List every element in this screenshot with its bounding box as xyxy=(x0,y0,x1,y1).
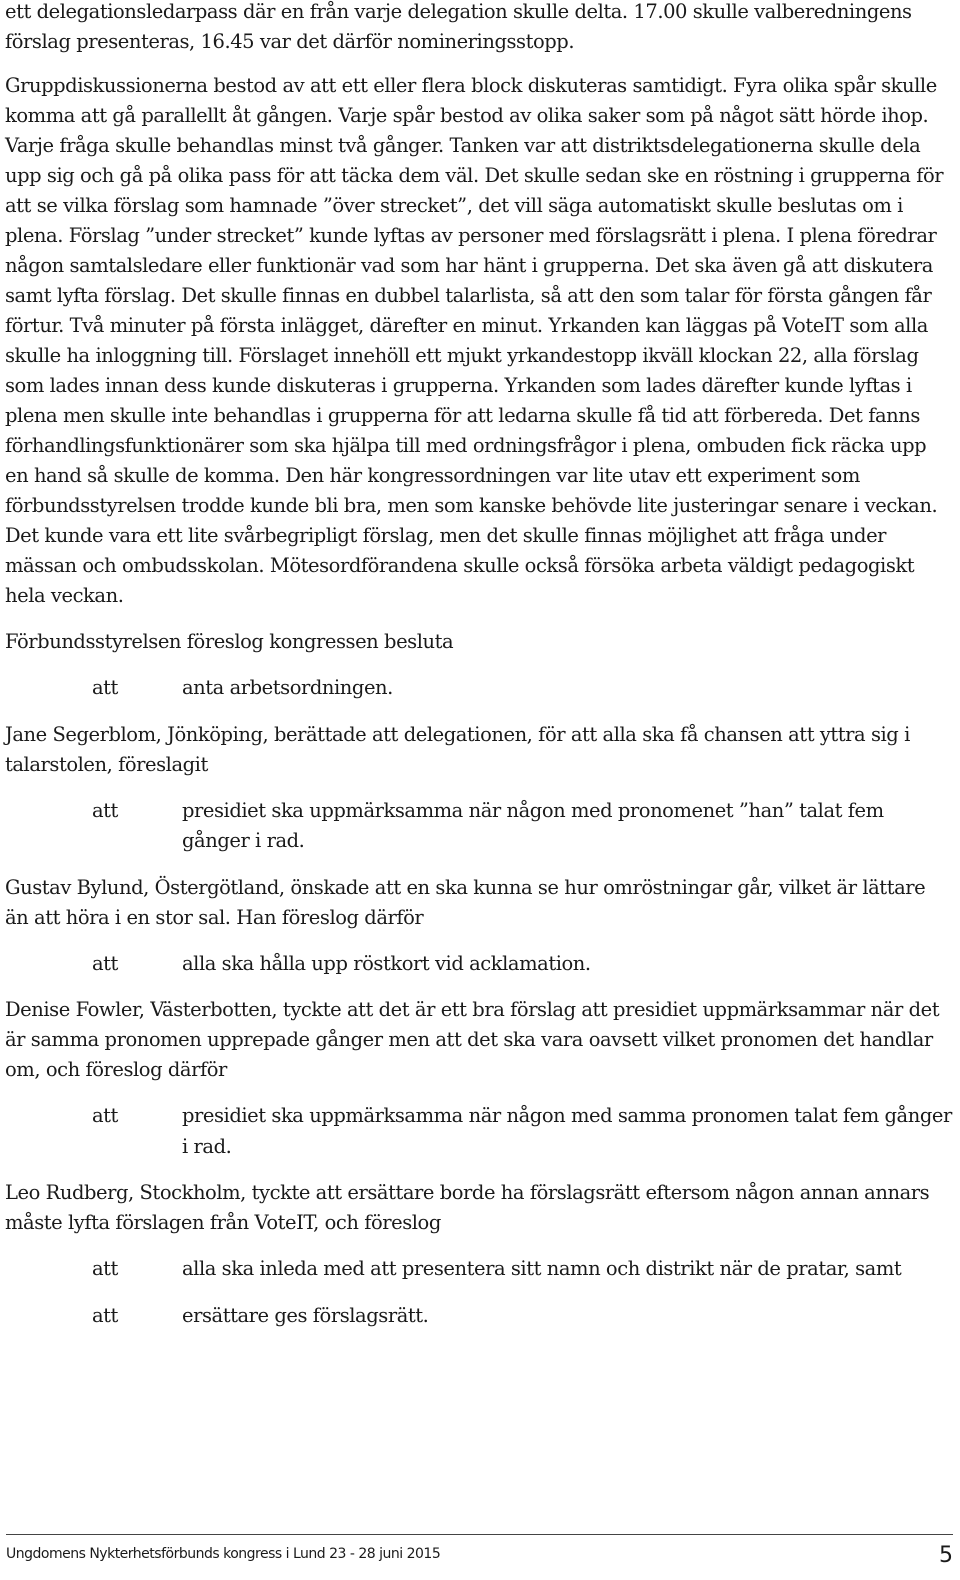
motion-text: presidiet ska uppmärksamma när någon med samma pronomen talat fem gånger i rad. xyxy=(182,1104,952,1158)
paragraph-gustav-bylund: Gustav Bylund, Östergötland, önskade att en ska kunna se hur omröstningar går, vilket är lättare än att höra i en stor sal. Han föreslog därför xyxy=(5,875,926,929)
paragraph-jane-segerblom: Jane Segerblom, Jönköping, berättade att delegationen, för att alla ska få chansen att yttra sig i talarstolen, föreslagit xyxy=(5,722,910,776)
motion-3 xyxy=(5,949,953,980)
att-label: att xyxy=(92,798,118,822)
paragraph-delegation-pass: ett delegationsledarpass där en från varje delegation skulle delta. 17.00 skulle valberedningens förslag presenteras, 16.45 var det därför nomineringsstopp. xyxy=(5,0,912,53)
paragraph-board-proposal: Förbundsstyrelsen föreslog kongressen besluta xyxy=(5,630,454,653)
att-label: att xyxy=(92,1104,118,1127)
motion-6 xyxy=(5,1301,953,1332)
footer-title: Ungdomens Nykterhetsförbunds kongress i Lund 23 - 28 juni 2015 xyxy=(6,1546,441,1562)
paragraph-denise-fowler: Denise Fowler, Västerbotten, tyckte att det är ett bra förslag att presidiet uppmärksammar när det är samma pronomen upprepade gånger men att det ska vara oavsett vilket pronomen det handlar om, och föreslog därför xyxy=(5,998,940,1081)
motion-2 xyxy=(5,796,953,857)
att-label: att xyxy=(92,1257,118,1280)
att-label: att xyxy=(92,1303,118,1327)
att-label: att xyxy=(92,951,118,975)
motion-text: alla ska inleda med att presentera sitt namn och distrikt när de pratar, samt xyxy=(182,1257,902,1280)
page-footer xyxy=(6,1534,953,1568)
att-label: att xyxy=(92,676,118,699)
motion-text: presidiet ska uppmärksamma när någon med pronomenet ”han” talat fem gånger i rad. xyxy=(182,798,884,852)
motion-text: ersättare ges förslagsrätt. xyxy=(182,1303,429,1327)
document-page xyxy=(5,0,953,1331)
motion-5 xyxy=(5,1254,953,1285)
page-number: 5 xyxy=(939,1543,953,1568)
motion-text: anta arbetsordningen. xyxy=(182,676,393,699)
motion-4 xyxy=(5,1101,953,1162)
paragraph-group-discussions: Gruppdiskussionerna bestod av att ett eller flera block diskuteras samtidigt. Fyra olika spår skulle komma att gå parallellt åt gången. Varje spår bestod av olika saker som på något sätt hörde ihop. Varje fråga skulle behandlas minst två gånger. Tanken var att distriktsdelegationerna skulle dela upp sig och gå på olika pass för att täcka dem väl. Det skulle sedan ske en röstning i grupperna för att se vilka förslag som hamnade ”över strecket”, det vill säga automatiskt skulle beslutas om i plena. Förslag ”under strecket” kunde lyftas av personer med förslagsrätt i plena. I plena föredrar någon samtalsledare eller funktionär vad som har hänt i grupperna. Det ska även gå att diskutera samt lyfta förslag. Det skulle finnas en dubbel talarlista, så att den som talar för första gången får förtur. Två minuter på första inlägget, därefter en minut. Yrkanden kan läggas på VoteIT som alla skulle ha inloggning till. Förslaget innehöll ett mjukt yrkandestopp ikväll klockan 22, alla förslag som lades innan dess kunde diskuteras i grupperna. Yrkanden som lades därefter kunde lyftas i plena men skulle inte behandlas i grupperna för att ledarna skulle få tid att förbereda. Det fanns förhandlingsfunktionärer som ska hjälpa till med ordningsfrågor i plena, ombuden fick räcka upp en hand så skulle de komma. Den här kongressordningen var lite utav ett experiment som förbundsstyrelsen trodde kunde bli bra, men som kanske behövde lite justeringar senare i veckan. Det kunde vara ett lite svårbegripligt förslag, men det skulle finnas möjlighet att fråga under mässan och ombudsskolan. Mötesordförandena skulle också försöka arbeta väldigt pedagogiskt hela veckan. xyxy=(5,74,944,607)
motion-text: alla ska hålla upp röstkort vid acklamation. xyxy=(182,951,591,975)
motion-1 xyxy=(5,673,953,704)
paragraph-leo-rudberg: Leo Rudberg, Stockholm, tyckte att ersättare borde ha förslagsrätt eftersom någon annan annars måste lyfta förslagen från VoteIT, och föreslog xyxy=(5,1181,930,1234)
